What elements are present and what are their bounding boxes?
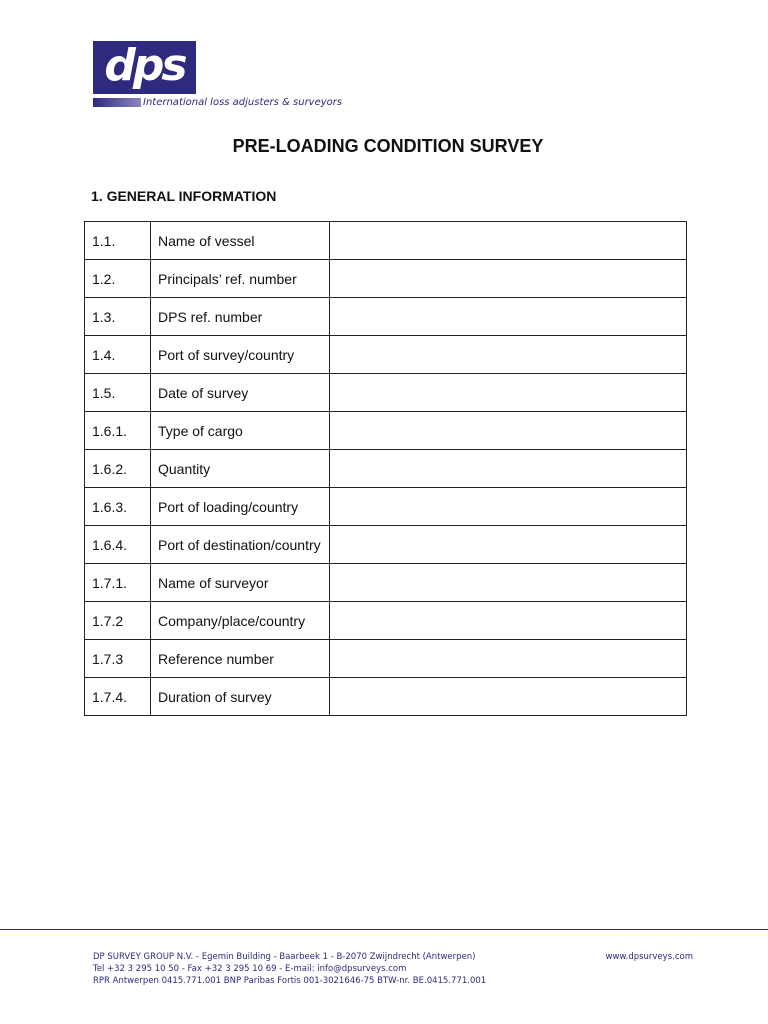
row-value-field[interactable] xyxy=(330,412,687,450)
row-value-field[interactable] xyxy=(330,640,687,678)
row-value-field[interactable] xyxy=(330,602,687,640)
logo-tagline: International loss adjusters & surveyors xyxy=(143,97,343,108)
section-heading: 1. GENERAL INFORMATION xyxy=(91,188,277,204)
row-number: 1.1. xyxy=(85,222,151,260)
row-label: Type of cargo xyxy=(151,412,330,450)
table-row xyxy=(85,640,687,678)
table-row xyxy=(85,412,687,450)
row-label: Reference number xyxy=(151,640,330,678)
row-label: Port of loading/country xyxy=(151,488,330,526)
row-label: Port of survey/country xyxy=(151,336,330,374)
footer-line-registration: RPR Antwerpen 0415.771.001 BNP Paribas Fortis 001-3021646-75 BTW-nr. BE.0415.771.001 xyxy=(93,976,487,986)
footer-address xyxy=(93,951,486,987)
table-row xyxy=(85,260,687,298)
row-value-field[interactable] xyxy=(330,260,687,298)
row-value-field[interactable] xyxy=(330,222,687,260)
row-value-field[interactable] xyxy=(330,488,687,526)
row-value-field[interactable] xyxy=(330,450,687,488)
row-number: 1.7.3 xyxy=(85,640,151,678)
logo-text: dps xyxy=(104,40,185,91)
row-number: 1.6.2. xyxy=(85,450,151,488)
table-row xyxy=(85,298,687,336)
row-value-field[interactable] xyxy=(330,526,687,564)
table-row xyxy=(85,222,687,260)
logo-accent-bar xyxy=(93,98,141,107)
table-row xyxy=(85,602,687,640)
row-value-field[interactable] xyxy=(330,678,687,716)
table-row xyxy=(85,526,687,564)
document-title: PRE-LOADING CONDITION SURVEY xyxy=(232,136,544,156)
row-number: 1.7.1. xyxy=(85,564,151,602)
row-number: 1.6.1. xyxy=(85,412,151,450)
table-row xyxy=(85,374,687,412)
row-label: Name of surveyor xyxy=(151,564,330,602)
footer-line-contact: Tel +32 3 295 10 50 - Fax +32 3 295 10 69 - E-mail: info@dpsurveys.com xyxy=(93,964,407,974)
row-number: 1.4. xyxy=(85,336,151,374)
footer-line-company: DP SURVEY GROUP N.V. - Egemin Building - Baarbeek 1 - B-2070 Zwijndrecht (Antwerpen) xyxy=(93,952,476,962)
row-label: Duration of survey xyxy=(151,678,330,716)
general-information-table xyxy=(84,221,687,716)
footer-divider xyxy=(0,929,768,930)
row-number: 1.6.3. xyxy=(85,488,151,526)
row-number: 1.6.4. xyxy=(85,526,151,564)
table-row xyxy=(85,488,687,526)
row-label: Quantity xyxy=(151,450,330,488)
row-number: 1.7.2 xyxy=(85,602,151,640)
row-number: 1.2. xyxy=(85,260,151,298)
row-number: 1.7.4. xyxy=(85,678,151,716)
row-label: Principals’ ref. number xyxy=(151,260,330,298)
table-row xyxy=(85,564,687,602)
row-label: Date of survey xyxy=(151,374,330,412)
row-label: Company/place/country xyxy=(151,602,330,640)
row-value-field[interactable] xyxy=(330,336,687,374)
table-row xyxy=(85,678,687,716)
table-row xyxy=(85,336,687,374)
row-label: Name of vessel xyxy=(151,222,330,260)
row-label: DPS ref. number xyxy=(151,298,330,336)
row-value-field[interactable] xyxy=(330,374,687,412)
table-row xyxy=(85,450,687,488)
row-number: 1.3. xyxy=(85,298,151,336)
footer-website[interactable]: www.dpsurveys.com xyxy=(605,952,693,962)
row-value-field[interactable] xyxy=(330,564,687,602)
row-label: Port of destination/country xyxy=(151,526,330,564)
row-value-field[interactable] xyxy=(330,298,687,336)
row-number: 1.5. xyxy=(85,374,151,412)
company-logo xyxy=(93,41,196,94)
